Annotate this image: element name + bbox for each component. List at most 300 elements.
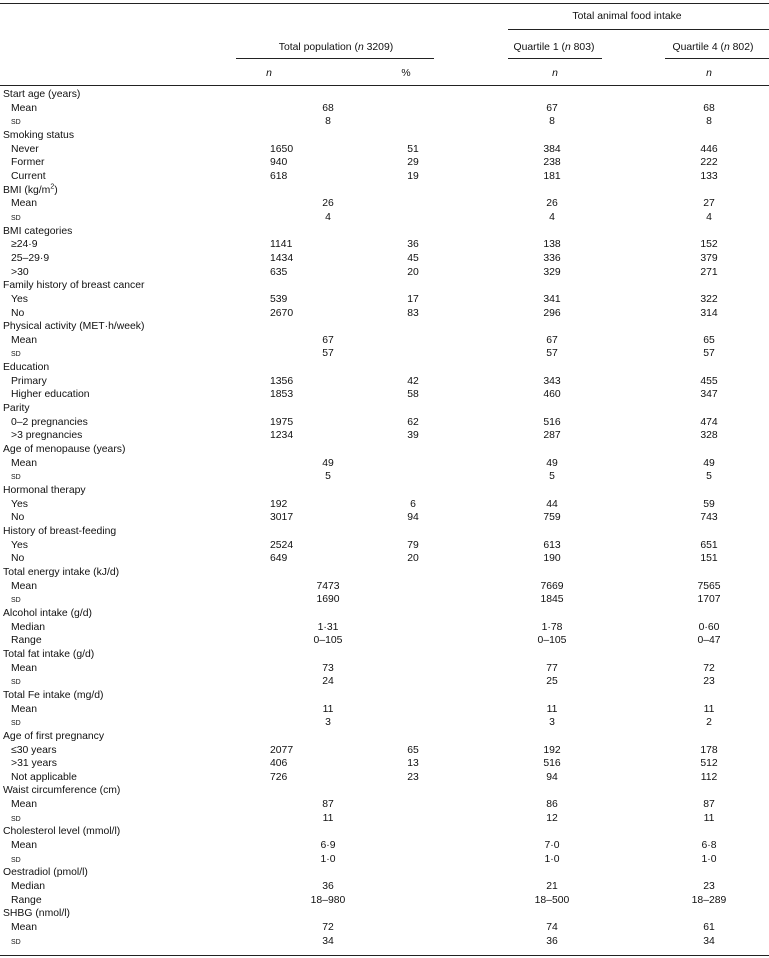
total-pct: 19 bbox=[407, 170, 419, 182]
quartile1-value: 181 bbox=[543, 170, 561, 182]
table-row bbox=[0, 416, 769, 430]
total-n: 1853 bbox=[270, 389, 294, 401]
table-row bbox=[0, 798, 769, 812]
table-row bbox=[0, 634, 769, 648]
row-label: BMI (kg/m bbox=[3, 184, 51, 196]
table-row bbox=[0, 716, 769, 730]
quartile1-value: 238 bbox=[543, 157, 561, 169]
quartile1-value: 49 bbox=[546, 457, 558, 469]
table-row bbox=[0, 307, 769, 321]
quartile4-value: 59 bbox=[703, 498, 715, 510]
quartile4-value: 65 bbox=[703, 334, 715, 346]
quartile4-value: 1707 bbox=[697, 594, 721, 606]
table-row bbox=[0, 102, 769, 116]
row-label: Total Fe intake (mg/d) bbox=[3, 689, 104, 701]
quartile1-value: 3 bbox=[549, 717, 555, 729]
row-label: Total fat intake (g/d) bbox=[3, 648, 95, 660]
row-label: Mean bbox=[11, 703, 37, 715]
total-n: 649 bbox=[270, 553, 288, 565]
total-pct: 23 bbox=[407, 771, 419, 783]
row-label: sd bbox=[11, 211, 21, 223]
total-pct: 20 bbox=[407, 553, 419, 565]
quartile4-value: 133 bbox=[700, 170, 718, 182]
row-label: sd bbox=[11, 853, 21, 865]
total-n: 1975 bbox=[270, 416, 294, 428]
total-n: 3017 bbox=[270, 512, 294, 524]
total-pct: 36 bbox=[407, 239, 419, 251]
quartile1-value: 12 bbox=[546, 812, 558, 824]
quartile4-value: 68 bbox=[703, 102, 715, 114]
category-row bbox=[0, 648, 769, 662]
header-quartile4: Quartile 4 (n 802) bbox=[672, 42, 754, 53]
total-n: 539 bbox=[270, 293, 288, 305]
category-row bbox=[0, 689, 769, 703]
quartile4-value: 455 bbox=[700, 375, 718, 387]
table-row bbox=[0, 293, 769, 307]
total-value: 5 bbox=[325, 471, 331, 483]
row-label: Range bbox=[11, 635, 42, 647]
row-label: sd bbox=[11, 935, 21, 947]
category-row bbox=[0, 279, 769, 293]
table-row bbox=[0, 252, 769, 266]
total-value: 24 bbox=[322, 676, 334, 688]
table-top-rule bbox=[0, 3, 769, 4]
quartile1-value: 18–500 bbox=[534, 894, 570, 906]
total-pct: 51 bbox=[407, 143, 419, 155]
quartile4-value: 23 bbox=[703, 676, 715, 688]
total-value: 36 bbox=[322, 881, 334, 893]
row-label: Waist circumference (cm) bbox=[3, 785, 121, 797]
row-label: Mean bbox=[11, 198, 37, 210]
table-row bbox=[0, 211, 769, 225]
row-label: sd bbox=[11, 471, 21, 483]
row-label: Mean bbox=[11, 662, 37, 674]
row-label: Mean bbox=[11, 799, 37, 811]
total-value: 7473 bbox=[316, 580, 340, 592]
quartile1-value: 94 bbox=[546, 771, 558, 783]
total-n: 2670 bbox=[270, 307, 294, 319]
row-label: >3 pregnancies bbox=[11, 430, 83, 442]
quartile1-value: 516 bbox=[543, 758, 561, 770]
quartile1-value: 11 bbox=[546, 703, 558, 715]
row-label-superscript: 2 bbox=[50, 183, 55, 191]
row-label: Cholesterol level (mmol/l) bbox=[3, 826, 121, 838]
row-label: >30 bbox=[11, 266, 29, 278]
category-row bbox=[0, 402, 769, 416]
quartile1-value: 86 bbox=[546, 799, 558, 811]
row-label: Oestradiol (pmol/l) bbox=[3, 867, 88, 879]
total-value: 6·9 bbox=[320, 840, 336, 852]
table-row bbox=[0, 457, 769, 471]
quartile1-value: 4 bbox=[549, 211, 555, 223]
row-label: 25–29·9 bbox=[11, 252, 50, 264]
category-row bbox=[0, 225, 769, 239]
total-n: 618 bbox=[270, 170, 288, 182]
table-row bbox=[0, 675, 769, 689]
total-value: 1·31 bbox=[317, 621, 339, 633]
category-row bbox=[0, 320, 769, 334]
header-quartile1-n-label: n bbox=[564, 42, 571, 53]
row-label: sd bbox=[11, 676, 21, 688]
row-label: No bbox=[11, 512, 25, 524]
header-quartile1-n-value: 803 bbox=[573, 42, 591, 53]
quartile1-value: 74 bbox=[546, 922, 558, 934]
quartile4-value: 5 bbox=[706, 471, 712, 483]
total-value: 4 bbox=[325, 211, 331, 223]
total-value: 26 bbox=[322, 198, 334, 210]
total-value: 72 bbox=[322, 922, 334, 934]
total-n: 1234 bbox=[270, 430, 294, 442]
table-row bbox=[0, 197, 769, 211]
total-value: 49 bbox=[322, 457, 334, 469]
quartile4-value: 474 bbox=[700, 416, 718, 428]
category-row bbox=[0, 907, 769, 921]
table-row bbox=[0, 552, 769, 566]
header-total-population: Total population (n 3209) bbox=[278, 42, 394, 53]
table-row bbox=[0, 238, 769, 252]
row-label: Higher education bbox=[11, 389, 90, 401]
row-label: Range bbox=[11, 894, 42, 906]
row-label: sd bbox=[11, 594, 21, 606]
row-label: SHBG (nmol/l) bbox=[3, 908, 70, 920]
quartile1-value: 1·0 bbox=[544, 853, 560, 865]
row-label: Age of first pregnancy bbox=[3, 730, 105, 742]
subheader-total-n: n bbox=[266, 68, 272, 79]
total-value: 8 bbox=[325, 116, 331, 128]
quartile1-value: 296 bbox=[543, 307, 561, 319]
quartile4-value: 446 bbox=[700, 143, 718, 155]
quartile1-value: 44 bbox=[546, 498, 558, 510]
quartile1-value: 7669 bbox=[540, 580, 564, 592]
row-label: BMI categories bbox=[3, 225, 73, 237]
quartile1-value: 287 bbox=[543, 430, 561, 442]
quartile4-value: 4 bbox=[706, 211, 712, 223]
row-label: Mean bbox=[11, 102, 37, 114]
table-row bbox=[0, 853, 769, 867]
row-label: ≥24·9 bbox=[11, 239, 38, 251]
table-row bbox=[0, 388, 769, 402]
quartile1-value: 138 bbox=[543, 239, 561, 251]
quartile4-value: 6·8 bbox=[701, 840, 717, 852]
table-row bbox=[0, 757, 769, 771]
header-quartile4-n-value: 802 bbox=[732, 42, 750, 53]
quartile4-value: 743 bbox=[700, 512, 718, 524]
quartile1-value: 516 bbox=[543, 416, 561, 428]
quartile4-value: 347 bbox=[700, 389, 718, 401]
quartile1-value: 67 bbox=[546, 334, 558, 346]
total-pct: 39 bbox=[407, 430, 419, 442]
quartile4-value: 0–47 bbox=[697, 635, 721, 647]
quartile1-value: 613 bbox=[543, 539, 561, 551]
category-row bbox=[0, 129, 769, 143]
table-row bbox=[0, 266, 769, 280]
row-label: sd bbox=[11, 116, 21, 128]
table-row bbox=[0, 539, 769, 553]
row-label: No bbox=[11, 553, 25, 565]
row-label: Family history of breast cancer bbox=[3, 280, 145, 292]
total-pct: 29 bbox=[407, 157, 419, 169]
table-body bbox=[0, 88, 769, 948]
quartile1-value: 384 bbox=[543, 143, 561, 155]
quartile4-value: 271 bbox=[700, 266, 718, 278]
row-label: Mean bbox=[11, 457, 37, 469]
quartile1-value: 329 bbox=[543, 266, 561, 278]
quartile1-value: 343 bbox=[543, 375, 561, 387]
total-value: 57 bbox=[322, 348, 334, 360]
row-label: Education bbox=[3, 362, 50, 374]
table-row bbox=[0, 880, 769, 894]
quartile1-value: 5 bbox=[549, 471, 555, 483]
total-pct: 79 bbox=[407, 539, 419, 551]
header-quartile4-n-label: n bbox=[723, 42, 730, 53]
quartile4-value: 512 bbox=[700, 758, 718, 770]
row-label: Physical activity (MET·h/week) bbox=[3, 321, 145, 333]
row-label: Yes bbox=[11, 498, 28, 510]
category-row bbox=[0, 784, 769, 798]
row-label: Mean bbox=[11, 922, 37, 934]
total-value: 68 bbox=[322, 102, 334, 114]
quartile1-value: 1·78 bbox=[541, 621, 563, 633]
table-row bbox=[0, 334, 769, 348]
row-label: Yes bbox=[11, 293, 28, 305]
subheader-q4-n: n bbox=[706, 68, 712, 79]
row-label: Median bbox=[11, 881, 46, 893]
row-label: ≤30 years bbox=[11, 744, 57, 756]
table-row bbox=[0, 621, 769, 635]
total-value: 18–980 bbox=[310, 894, 346, 906]
quartile4-value: 11 bbox=[703, 812, 715, 824]
total-n: 2077 bbox=[270, 744, 294, 756]
quartile4-value: 2 bbox=[706, 717, 712, 729]
quartile4-value: 222 bbox=[700, 157, 718, 169]
table-row bbox=[0, 498, 769, 512]
quartile4-value: 152 bbox=[700, 239, 718, 251]
total-pct: 45 bbox=[407, 252, 419, 264]
header-quartile1: Quartile 1 (n 803) bbox=[513, 42, 595, 53]
category-row bbox=[0, 825, 769, 839]
quartile4-value: 27 bbox=[703, 198, 715, 210]
header-quartile4-rule bbox=[665, 58, 769, 59]
total-pct: 20 bbox=[407, 266, 419, 278]
total-value: 67 bbox=[322, 334, 334, 346]
total-pct: 13 bbox=[407, 758, 419, 770]
row-label: No bbox=[11, 307, 25, 319]
total-pct: 17 bbox=[407, 293, 419, 305]
quartile4-value: 379 bbox=[700, 252, 718, 264]
row-label: Mean bbox=[11, 334, 37, 346]
total-n: 1650 bbox=[270, 143, 294, 155]
group-header-animal-food: Total animal food intake bbox=[572, 11, 682, 22]
total-pct: 65 bbox=[407, 744, 419, 756]
table-row bbox=[0, 375, 769, 389]
total-value: 1·0 bbox=[320, 853, 336, 865]
row-label: Not applicable bbox=[11, 771, 77, 783]
table-row bbox=[0, 593, 769, 607]
total-pct: 94 bbox=[407, 512, 419, 524]
total-value: 11 bbox=[322, 703, 334, 715]
table-row bbox=[0, 347, 769, 361]
row-label: Median bbox=[11, 621, 46, 633]
quartile1-value: 460 bbox=[543, 389, 561, 401]
table-row bbox=[0, 511, 769, 525]
total-pct: 62 bbox=[407, 416, 419, 428]
row-label: Total energy intake (kJ/d) bbox=[3, 566, 120, 578]
table-row bbox=[0, 429, 769, 443]
row-label: Yes bbox=[11, 539, 28, 551]
table-row bbox=[0, 115, 769, 129]
row-label: sd bbox=[11, 812, 21, 824]
total-n: 940 bbox=[270, 157, 288, 169]
row-label: History of breast-feeding bbox=[3, 526, 117, 537]
subheader-total-pct: % bbox=[401, 68, 411, 79]
total-value: 11 bbox=[322, 812, 334, 824]
quartile4-value: 49 bbox=[703, 457, 715, 469]
category-row bbox=[0, 361, 769, 375]
quartile4-value: 314 bbox=[700, 307, 718, 319]
quartile1-value: 759 bbox=[543, 512, 561, 524]
header-total-population-n-value: 3209 bbox=[366, 42, 390, 53]
quartile4-value: 87 bbox=[703, 799, 715, 811]
quartile1-value: 77 bbox=[546, 662, 558, 674]
category-row bbox=[0, 730, 769, 744]
header-bottom-rule bbox=[0, 85, 769, 86]
total-n: 1434 bbox=[270, 252, 294, 264]
total-n: 635 bbox=[270, 266, 288, 278]
quartile1-value: 336 bbox=[543, 252, 561, 264]
table-bottom-rule bbox=[0, 955, 769, 956]
quartile4-value: 11 bbox=[703, 703, 715, 715]
table-row bbox=[0, 470, 769, 484]
quartile4-value: 34 bbox=[703, 935, 715, 947]
total-n: 2524 bbox=[270, 539, 294, 551]
quartile4-value: 0·60 bbox=[698, 621, 720, 633]
quartile1-value: 8 bbox=[549, 116, 555, 128]
category-row bbox=[0, 88, 769, 102]
header-quartile1-label: Quartile 1 bbox=[513, 42, 559, 53]
row-label: Never bbox=[11, 143, 39, 155]
table-row bbox=[0, 703, 769, 717]
quartile4-value: 8 bbox=[706, 116, 712, 128]
category-row bbox=[0, 607, 769, 621]
quartile4-value: 61 bbox=[703, 922, 715, 934]
quartile1-value: 26 bbox=[546, 198, 558, 210]
quartile4-value: 7565 bbox=[697, 580, 721, 592]
total-n: 1141 bbox=[270, 239, 293, 251]
total-value: 0–105 bbox=[313, 635, 343, 647]
quartile1-value: 341 bbox=[543, 293, 561, 305]
row-label: Age of menopause (years) bbox=[3, 444, 126, 456]
row-label: Smoking status bbox=[3, 129, 75, 141]
header-total-population-rule bbox=[236, 58, 434, 59]
total-n: 1356 bbox=[270, 375, 294, 387]
row-label: 0–2 pregnancies bbox=[11, 416, 88, 428]
row-label: Primary bbox=[11, 375, 47, 387]
quartile1-value: 0–105 bbox=[537, 635, 567, 647]
total-value: 34 bbox=[322, 935, 334, 947]
row-label: Current bbox=[11, 170, 46, 182]
row-label: Start age (years) bbox=[3, 89, 81, 100]
category-row bbox=[0, 866, 769, 880]
subheader-q1-n: n bbox=[552, 68, 558, 79]
quartile1-value: 7·0 bbox=[544, 840, 560, 852]
table-row bbox=[0, 812, 769, 826]
table-row bbox=[0, 744, 769, 758]
row-label: Mean bbox=[11, 840, 37, 852]
header-total-population-label: Total population bbox=[278, 42, 352, 53]
category-row bbox=[0, 484, 769, 498]
quartile4-value: 18–289 bbox=[691, 894, 727, 906]
header-quartile4-label: Quartile 4 bbox=[672, 42, 718, 53]
table-row bbox=[0, 921, 769, 935]
quartile4-value: 1·0 bbox=[701, 853, 717, 865]
quartile4-value: 112 bbox=[700, 771, 718, 783]
quartile1-value: 192 bbox=[543, 744, 561, 756]
quartile1-value: 25 bbox=[546, 676, 558, 688]
total-pct: 42 bbox=[407, 375, 419, 387]
total-value: 87 bbox=[322, 799, 334, 811]
table-row bbox=[0, 662, 769, 676]
quartile4-value: 72 bbox=[703, 662, 715, 674]
table-row bbox=[0, 580, 769, 594]
table-row bbox=[0, 894, 769, 908]
group-header-rule bbox=[508, 29, 769, 30]
total-pct: 83 bbox=[407, 307, 419, 319]
row-label: Parity bbox=[3, 403, 30, 415]
total-pct: 6 bbox=[410, 498, 416, 510]
category-row bbox=[0, 184, 769, 198]
table-row bbox=[0, 839, 769, 853]
category-row bbox=[0, 443, 769, 457]
row-label: Hormonal therapy bbox=[3, 485, 86, 497]
total-n: 726 bbox=[270, 771, 288, 783]
quartile1-value: 67 bbox=[546, 102, 558, 114]
total-value: 3 bbox=[325, 717, 331, 729]
table-row bbox=[0, 771, 769, 785]
quartile1-value: 36 bbox=[546, 935, 558, 947]
table-row bbox=[0, 170, 769, 184]
total-n: 192 bbox=[270, 498, 288, 510]
table-row bbox=[0, 156, 769, 170]
total-value: 1690 bbox=[316, 594, 340, 606]
header-quartile1-rule bbox=[508, 58, 602, 59]
row-label: >31 years bbox=[11, 758, 57, 770]
row-label: sd bbox=[11, 717, 21, 729]
quartile4-value: 322 bbox=[700, 293, 718, 305]
total-n: 406 bbox=[270, 758, 288, 770]
quartile4-value: 651 bbox=[700, 539, 718, 551]
row-label: Alcohol intake (g/d) bbox=[3, 607, 92, 619]
row-label-suffix: ) bbox=[54, 184, 58, 196]
quartile1-value: 21 bbox=[546, 881, 558, 893]
total-value: 73 bbox=[322, 662, 334, 674]
total-pct: 58 bbox=[407, 389, 419, 401]
quartile4-value: 178 bbox=[700, 744, 718, 756]
quartile1-value: 1845 bbox=[540, 594, 564, 606]
quartile4-value: 328 bbox=[700, 430, 718, 442]
quartile4-value: 57 bbox=[703, 348, 715, 360]
category-row bbox=[0, 566, 769, 580]
header-total-population-n-label: n bbox=[357, 42, 364, 53]
table-row bbox=[0, 143, 769, 157]
row-label: Former bbox=[11, 157, 45, 169]
row-label-full bbox=[3, 184, 58, 198]
row-label: Mean bbox=[11, 580, 37, 592]
quartile4-value: 23 bbox=[703, 881, 715, 893]
category-row bbox=[0, 525, 769, 539]
table-row bbox=[0, 935, 769, 949]
quartile1-value: 57 bbox=[546, 348, 558, 360]
quartile4-value: 151 bbox=[700, 553, 718, 565]
